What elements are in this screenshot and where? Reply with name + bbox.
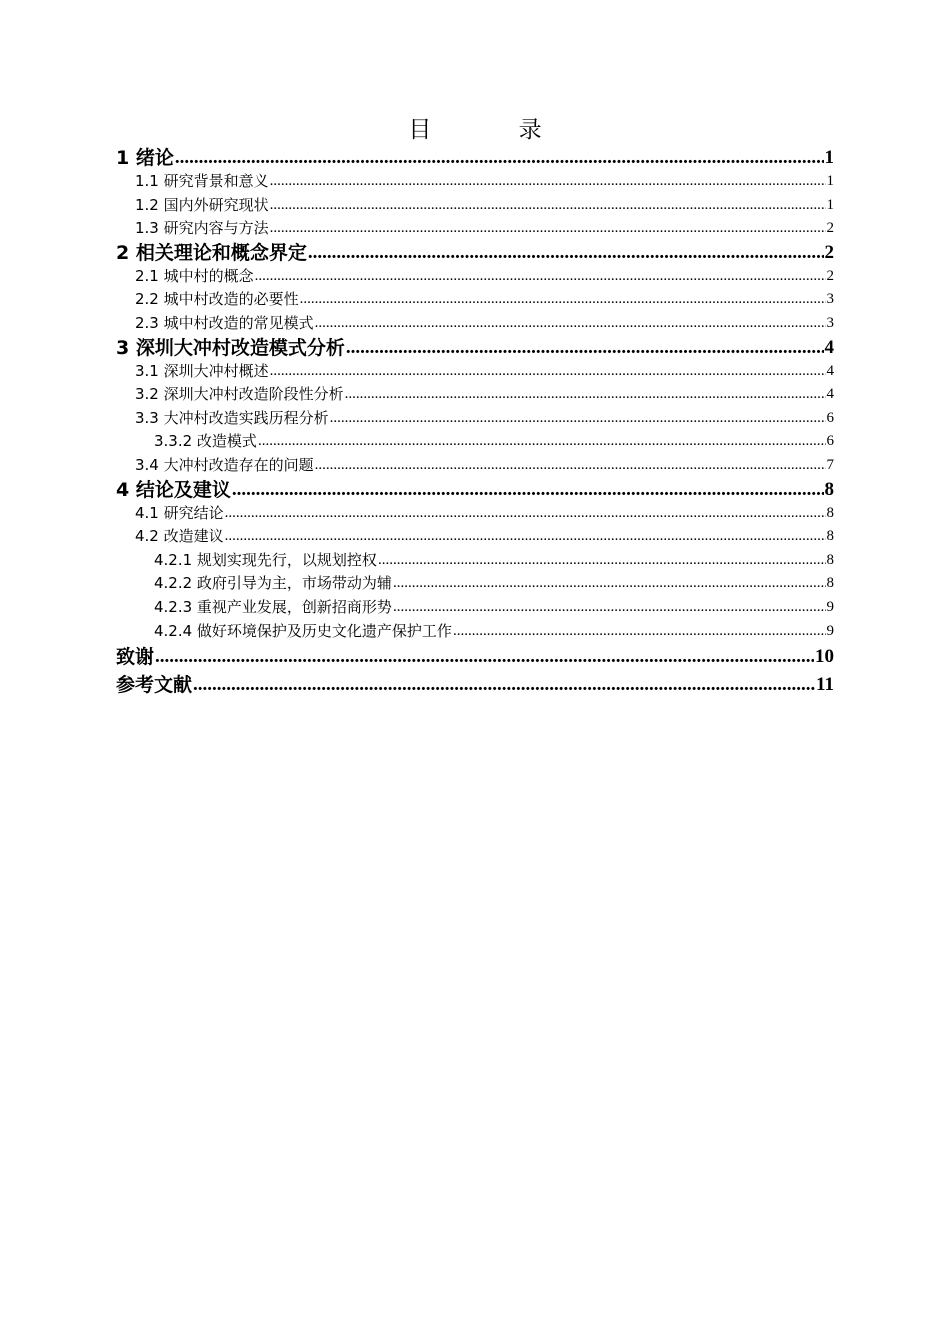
toc-entry-label: 3.2 深圳大冲村改造阶段性分析 bbox=[135, 385, 344, 404]
toc-entry-label: 3.3.2 改造模式 bbox=[154, 432, 257, 451]
toc-entry[interactable] bbox=[116, 549, 834, 573]
toc-entry-page: 6 bbox=[826, 409, 834, 426]
toc-entry-page: 8 bbox=[824, 478, 834, 500]
toc-entry-label: 4.2.4 做好环境保护及历史文化遗产保护工作 bbox=[154, 621, 452, 640]
toc-entry-page: 4 bbox=[826, 362, 834, 379]
toc-entry-label: 4.1 研究结论 bbox=[135, 503, 224, 522]
toc-entry[interactable] bbox=[116, 360, 834, 384]
dot-leader bbox=[193, 671, 815, 699]
dot-leader bbox=[175, 146, 824, 170]
toc-entry-label: 1.2 国内外研究现状 bbox=[135, 195, 269, 214]
toc-entry-label: 1.1 研究背景和意义 bbox=[135, 172, 269, 190]
toc-entry-page: 1 bbox=[824, 147, 834, 168]
toc-entry[interactable] bbox=[116, 596, 834, 620]
table-of-contents bbox=[116, 146, 834, 699]
toc-entry-page: 8 bbox=[826, 551, 834, 568]
toc-entry-label: 2 相关理论和概念界定 bbox=[116, 241, 307, 264]
dot-leader bbox=[270, 217, 826, 241]
toc-entry[interactable] bbox=[116, 407, 834, 431]
dot-leader bbox=[225, 502, 826, 526]
toc-entry[interactable] bbox=[116, 572, 834, 596]
dot-leader bbox=[225, 525, 826, 549]
toc-entry-label: 4.2.1 规划实现先行，以规划控权 bbox=[154, 550, 377, 569]
dot-leader bbox=[270, 194, 826, 218]
dot-leader bbox=[393, 596, 826, 620]
toc-title: 目 录 bbox=[408, 117, 582, 143]
dot-leader bbox=[315, 454, 826, 478]
toc-entry-page: 9 bbox=[826, 622, 834, 639]
dot-leader bbox=[378, 549, 826, 573]
toc-entry[interactable] bbox=[116, 194, 834, 218]
toc-entry-page: 3 bbox=[826, 314, 834, 331]
toc-entry-label: 参考文献 bbox=[116, 674, 193, 697]
toc-entry-label: 3 深圳大冲村改造模式分析 bbox=[116, 336, 345, 359]
toc-entry[interactable] bbox=[116, 525, 834, 549]
toc-entry-page: 2 bbox=[824, 241, 834, 263]
toc-entry[interactable] bbox=[116, 383, 834, 407]
toc-entry-page: 1 bbox=[826, 173, 834, 189]
toc-entry[interactable] bbox=[116, 241, 834, 265]
dot-leader bbox=[453, 620, 826, 644]
toc-entry[interactable] bbox=[116, 430, 834, 454]
toc-entry-label: 4.2.2 政府引导为主，市场带动为辅 bbox=[154, 574, 392, 593]
dot-leader bbox=[393, 572, 826, 596]
toc-entry-page: 8 bbox=[826, 504, 834, 521]
toc-entry-label: 3.1 深圳大冲村概述 bbox=[135, 361, 269, 380]
toc-entry-label: 4 结论及建议 bbox=[116, 478, 231, 501]
toc-entry[interactable] bbox=[116, 620, 834, 644]
toc-entry-page: 4 bbox=[826, 386, 834, 403]
toc-entry-label: 1 绪论 bbox=[116, 147, 174, 169]
dot-leader bbox=[270, 360, 826, 384]
toc-entry-label: 1.3 研究内容与方法 bbox=[135, 219, 269, 238]
toc-entry-label: 2.3 城中村改造的常见模式 bbox=[135, 313, 314, 332]
dot-leader bbox=[300, 288, 826, 312]
dot-leader bbox=[315, 312, 826, 336]
toc-entry-page: 9 bbox=[826, 598, 834, 615]
toc-entry-page: 4 bbox=[824, 336, 834, 358]
dot-leader bbox=[155, 643, 814, 671]
toc-entry-page: 3 bbox=[826, 291, 834, 308]
toc-entry[interactable] bbox=[116, 643, 834, 671]
toc-entry-page: 11 bbox=[816, 674, 834, 696]
toc-entry[interactable] bbox=[116, 312, 834, 336]
toc-entry-label: 4.2.3 重视产业发展，创新招商形势 bbox=[154, 597, 392, 616]
toc-entry-label: 3.3 大冲村改造实践历程分析 bbox=[135, 408, 329, 427]
dot-leader bbox=[308, 241, 824, 265]
toc-entry[interactable] bbox=[116, 146, 834, 170]
dot-leader bbox=[270, 170, 826, 194]
toc-entry[interactable] bbox=[116, 671, 834, 699]
dot-leader bbox=[232, 478, 824, 502]
toc-entry-label: 3.4 大冲村改造存在的问题 bbox=[135, 455, 314, 474]
toc-entry[interactable] bbox=[116, 288, 834, 312]
toc-entry-page: 2 bbox=[826, 267, 834, 284]
toc-entry[interactable] bbox=[116, 170, 834, 194]
toc-entry[interactable] bbox=[116, 478, 834, 502]
dot-leader bbox=[346, 336, 824, 360]
dot-leader bbox=[345, 383, 826, 407]
toc-entry-label: 致谢 bbox=[116, 646, 155, 669]
toc-entry[interactable] bbox=[116, 502, 834, 526]
dot-leader bbox=[330, 407, 826, 431]
toc-entry-page: 10 bbox=[815, 646, 834, 668]
toc-entry-page: 7 bbox=[826, 456, 834, 473]
toc-entry-page: 8 bbox=[826, 575, 834, 592]
toc-entry-page: 2 bbox=[826, 220, 834, 237]
toc-entry[interactable] bbox=[116, 265, 834, 289]
toc-entry-page: 6 bbox=[826, 433, 834, 450]
toc-entry[interactable] bbox=[116, 454, 834, 478]
toc-entry[interactable] bbox=[116, 217, 834, 241]
dot-leader bbox=[255, 265, 826, 289]
toc-entry-label: 2.1 城中村的概念 bbox=[135, 266, 254, 285]
toc-entry-page: 1 bbox=[826, 196, 834, 213]
dot-leader bbox=[258, 430, 826, 454]
toc-entry-page: 8 bbox=[826, 528, 834, 545]
toc-entry[interactable] bbox=[116, 336, 834, 360]
toc-entry-label: 4.2 改造建议 bbox=[135, 527, 224, 546]
toc-entry-label: 2.2 城中村改造的必要性 bbox=[135, 290, 299, 309]
